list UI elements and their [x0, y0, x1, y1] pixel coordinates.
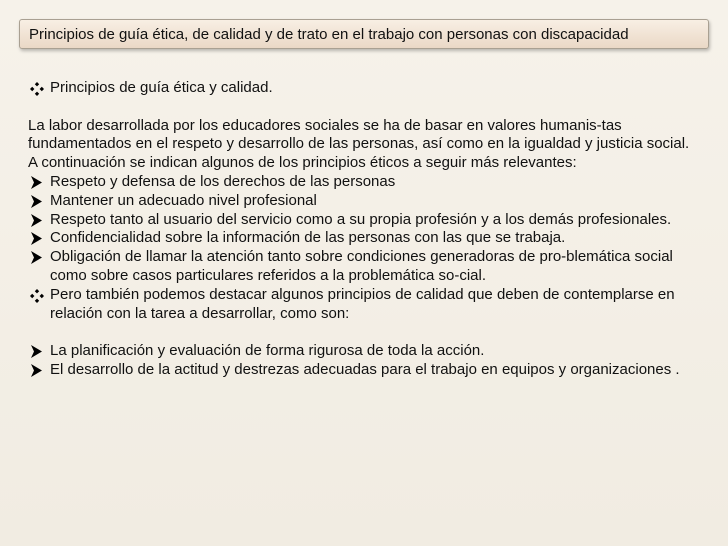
ethical-principles-list — [28, 173, 710, 286]
arrow-bullet-icon — [28, 229, 50, 248]
four-diamond-icon — [28, 286, 50, 305]
list-item-text: La planificación y evaluación de forma rigurosa de toda la acción. — [50, 342, 485, 360]
slide-body — [28, 79, 710, 380]
list-item-text: Mantener un adecuado nivel profesional — [50, 191, 317, 209]
list-item-text: Respeto tanto al usuario del servicio como a su propia profesión y a los demás profesionales. — [50, 210, 672, 228]
list-item — [28, 173, 710, 192]
list-item — [28, 248, 710, 286]
list-item-text: Obligación de llamar la atención tanto sobre condiciones generadoras de pro-blemática social como sobre casos particulares referidos a la problemática so-cial. — [50, 248, 673, 284]
section-heading-text: Principios de guía ética y calidad. — [50, 79, 273, 96]
slide-title: Principios de guía ética, de calidad y de trato en el trabajo con personas con discapacidad — [19, 19, 709, 49]
arrow-bullet-icon — [28, 248, 50, 267]
list-item — [28, 342, 710, 361]
list-item-text: Respeto y defensa de los derechos de las personas — [50, 172, 396, 190]
lead-in-text: A continuación se indican algunos de los principios éticos a seguir más relevantes: — [28, 154, 577, 172]
list-item — [28, 192, 710, 211]
list-item-text: El desarrollo de la actitud y destrezas adecuadas para el trabajo en equipos y organizaciones . — [50, 360, 680, 378]
arrow-bullet-icon — [28, 342, 50, 361]
list-item-text: Confidencialidad sobre la información de las personas con las que se trabaja. — [50, 229, 566, 247]
arrow-bullet-icon — [28, 192, 50, 211]
arrow-bullet-icon — [28, 173, 50, 192]
intro-paragraph: La labor desarrollada por los educadores sociales se ha de basar en valores humanis-tas fundamentados en el respeto y desarrollo de las personas, así como en la igualdad y justicia social. — [28, 116, 690, 153]
blank-line — [28, 323, 710, 342]
arrow-bullet-icon — [28, 361, 50, 380]
quality-intro-text: Pero también podemos destacar algunos principios de calidad que deben de contemplarse en relación con la tarea a desarrollar, como son: — [50, 285, 675, 322]
four-diamond-icon — [28, 79, 50, 98]
section-heading — [28, 79, 710, 98]
quality-intro — [28, 286, 710, 324]
list-item — [28, 361, 710, 380]
arrow-bullet-icon — [28, 211, 50, 230]
list-item — [28, 211, 710, 230]
list-item — [28, 229, 710, 248]
quality-principles-list — [28, 342, 710, 380]
